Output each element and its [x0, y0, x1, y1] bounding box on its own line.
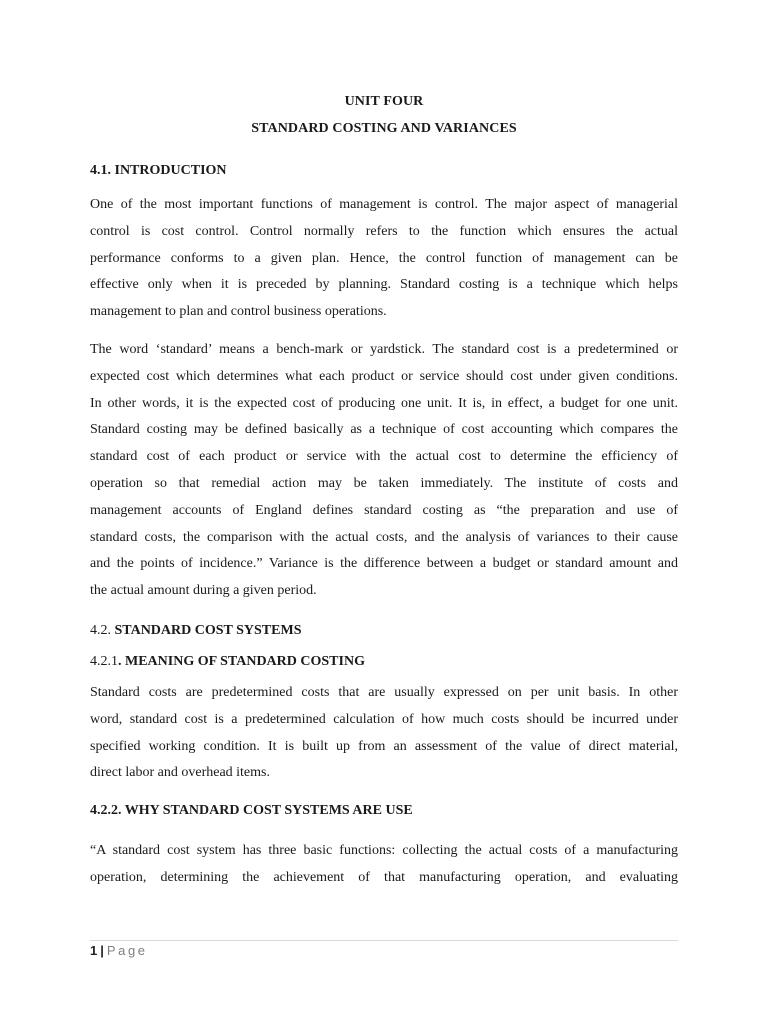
page-label: Page: [106, 943, 148, 958]
paragraph-introduction-1: [90, 192, 678, 326]
paragraph-line: specified working condition. It is built up from an assessment of the value of direct material,: [90, 738, 678, 754]
paragraph-line: effective only when it is preceded by planning. Standard costing is a technique which helps: [90, 277, 678, 293]
paragraph-line: direct labor and overhead items.: [90, 765, 270, 781]
paragraph-line: operation, determining the achievement of that manufacturing operation, and evaluating: [90, 869, 678, 885]
section-heading-text: STANDARD COST SYSTEMS: [114, 623, 302, 638]
paragraph-line: word, standard cost is a predetermined calculation of how much costs should be incurred under: [90, 711, 678, 727]
paragraph-line: Standard costing may be defined basically as a technique of cost accounting which compares the: [90, 422, 678, 438]
section-heading-standard-cost-systems: [90, 621, 678, 641]
paragraph-line: and the points of incidence.” Variance is the difference between a budget or standard amount and: [90, 556, 678, 572]
section-heading-meaning: [90, 652, 678, 672]
section-heading-introduction: [90, 161, 678, 181]
paragraph-line: expected cost which determines what each product or service should cost under given conditions.: [90, 368, 678, 384]
section-heading-number: 4.2.1: [90, 654, 118, 669]
paragraph-why-use: [90, 838, 678, 892]
footer-separator: |: [100, 943, 104, 958]
page-footer: [90, 943, 148, 958]
paragraph-line: performance conforms to a given plan. Hence, the control function of management can be: [90, 250, 678, 266]
paragraph-line: “A standard cost system has three basic functions: collecting the actual costs of a manufacturing: [90, 843, 678, 858]
paragraph-line: management to plan and control business operations.: [90, 304, 387, 320]
section-heading-text: . MEANING OF STANDARD COSTING: [118, 654, 365, 669]
paragraph-meaning: [90, 680, 678, 787]
paragraph-line: standard cost of each product or service with the actual cost to determine the efficiency of: [90, 449, 678, 465]
paragraph-line: operation so that remedial action may be taken immediately. The institute of costs and: [90, 475, 678, 491]
footer-divider: [90, 940, 678, 941]
section-heading-why-use: [90, 801, 678, 821]
page-number: 1: [90, 943, 98, 958]
section-heading-why-use-text: 4.2.2. WHY STANDARD COST SYSTEMS ARE USE: [90, 803, 413, 818]
paragraph-line: control is cost control. Control normally refers to the function which ensures the actual: [90, 223, 678, 239]
section-heading-number: 4.2.: [90, 623, 111, 638]
paragraph-line: Standard costs are predetermined costs that are usually expressed on per unit basis. In other: [90, 685, 678, 700]
paragraph-line: standard costs, the comparison with the actual costs, and the analysis of variances to their cause: [90, 529, 678, 545]
paragraph-line: The word ‘standard’ means a bench-mark or yardstick. The standard cost is a predetermined or: [90, 342, 678, 357]
paragraph-line: management accounts of England defines standard costing as “the preparation and use of: [90, 502, 678, 518]
paragraph-line: In other words, it is the expected cost of producing one unit. It is, in effect, a budget for one unit.: [90, 395, 678, 411]
paragraph-line: One of the most important functions of management is control. The major aspect of managerial: [90, 197, 678, 212]
unit-title: UNIT FOUR: [344, 94, 424, 109]
section-heading-introduction-text: 4.1. INTRODUCTION: [90, 163, 227, 178]
paragraph-line: the actual amount during a given period.: [90, 583, 317, 599]
paragraph-introduction-2: [90, 337, 678, 605]
document-title: STANDARD COSTING AND VARIANCES: [251, 121, 517, 136]
